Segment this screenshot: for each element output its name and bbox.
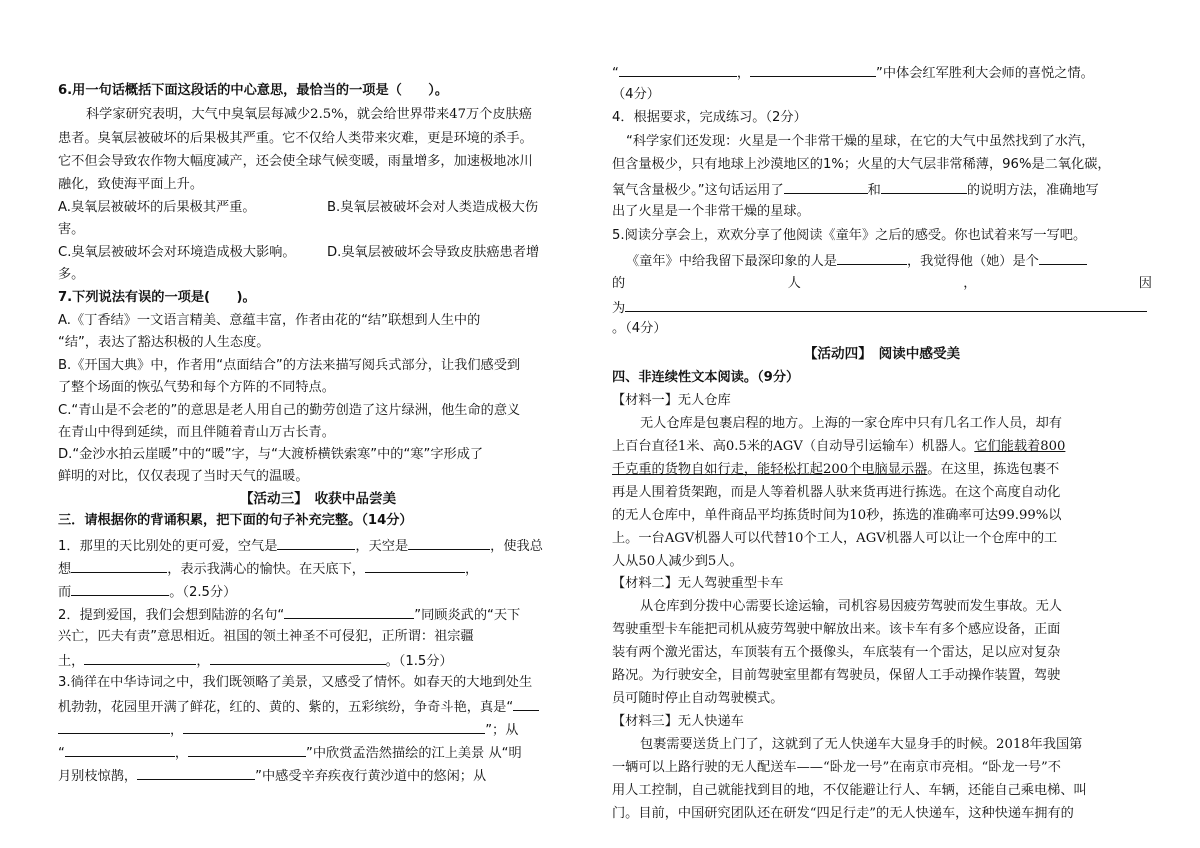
q7-title: 7.下列说法有误的一项是( )。	[58, 290, 256, 305]
q4-passage-line: “科学家们还发现：火星是一个非常干燥的星球，在它的大气中虽然找到了水汽，	[626, 134, 1095, 149]
blank[interactable]	[1039, 251, 1087, 265]
q7-option-d[interactable]: D.“金沙水拍云崖暖”中的“暖”字，与“大渡桥横铁索寒”中的“寒”字形成了	[58, 447, 484, 462]
recite-q1-line1: 1．那里的天比别处的更可爱，空气是 ，天空是 ，使我总	[58, 536, 543, 556]
blank[interactable]	[84, 651, 196, 665]
q6-option-a[interactable]: A.臭氧层被破坏的后果极其严重。	[58, 200, 256, 215]
q6-passage-line: 它不但会导致农作物大幅度减产，还会使全球气候变暖，雨量增多，加速极地冰川	[58, 154, 533, 169]
material1-line: 人从50人减少到5人。	[612, 554, 743, 569]
material1-line: 无人仓库是包裹启程的地方。上海的一家仓库中只有几名工作人员，却有	[640, 416, 1062, 431]
q6-option-c[interactable]: C.臭氧层被破坏会对环境造成极大影响。	[58, 245, 296, 260]
blank[interactable]	[71, 559, 167, 573]
activity3-heading: 【活动三】 收获中品尝美	[239, 491, 397, 507]
recite-q2-line1: 2．提到爱国，我们会想到陆游的名句“ ”同顾炎武的“天下	[58, 605, 520, 625]
blank[interactable]	[881, 180, 967, 194]
material2-line: 装有两个激光雷达，车顶装有五个摄像头，车底装有一个雷达，足以应对复杂	[612, 645, 1061, 660]
q6-title: 6.用一句话概括下面这段话的中心意思，最恰当的一项是（ ）。	[58, 83, 449, 98]
recite-q3-line4: “ ， ”中欣赏孟浩然描绘的江上美景 从“明	[58, 743, 522, 763]
q6-passage-line: 科学家研究表明，大气中臭氧层每减少2.5%，就会给世界带来47万个皮肤癌	[86, 107, 532, 122]
q5-line1: 《童年》中给我留下最深印象的人是 ，我觉得他（她）是个	[626, 251, 1087, 271]
material2-line: 从仓库到分拨中心需要长途运输，司机容易因疲劳驾驶而发生事故。无人	[640, 599, 1062, 614]
q5-line2: 的 人 ， 因	[612, 276, 1152, 291]
section3-title: 三．请根据你的背诵积累，把下面的句子补充完整。（14分）	[58, 513, 413, 528]
q7-option-a-cont: “结”，表达了豁达积极的人生态度。	[58, 335, 270, 350]
material2-line: 员可随时停止自动驾驶模式。	[612, 691, 784, 706]
blank[interactable]	[71, 582, 169, 596]
recite-q3-line1: 3.徜徉在中华诗词之中，我们既领略了美景，又感受了情怀。如春天的大地到处生	[58, 675, 533, 690]
material3-line: 门。目前，中国研究团队还在研发“四足行走”的无人快递车，这种快递车拥有的	[612, 806, 1074, 821]
q5-title: 5.阅读分享会上，欢欢分享了他阅读《童年》之后的感受。你也试着来写一写吧。	[612, 228, 1087, 243]
q5-score: 。（4分）	[612, 321, 667, 336]
blank[interactable]	[210, 651, 386, 665]
q6-option-b[interactable]: B.臭氧层被破坏会对人类造成极大伤	[327, 200, 539, 215]
recite-q2-line2: 兴亡，匹夫有责”意思相近。祖国的领土神圣不可侵犯，正所谓：祖宗疆	[58, 629, 474, 644]
q6-passage-line: 融化，致使海平面上升。	[58, 177, 204, 192]
blank[interactable]	[277, 536, 355, 550]
blank[interactable]	[65, 743, 175, 757]
q4-passage-line: 氧气含量极少。”这句话运用了 和 的说明方法，准确地写	[612, 180, 1099, 200]
material3-line: 用人工控制，自己就能找到目的地，不仅能避让行人、车辆，还能自己乘电梯、叫	[612, 783, 1087, 798]
q7-option-b-cont: 了整个场面的恢弘气势和每个方阵的不同特点。	[58, 380, 335, 395]
recite-q2-line3: 土， ， 。（1.5分）	[58, 651, 453, 671]
blank[interactable]	[408, 536, 490, 550]
q6-option-d-cont: 多。	[58, 267, 85, 282]
material1-line: 上。一台AGV机器人可以代替10个工人，AGV机器人可以让一个仓库中的工	[612, 531, 1058, 546]
q7-option-d-cont: 鲜明的对比，仅仅表现了当时天气的温暖。	[58, 469, 309, 484]
recite-q3-line5: 月别枝惊鹊， ”中感受辛弃疾夜行黄沙道中的悠闲；从	[58, 766, 486, 786]
material1-line: 的无人仓库中，单件商品平均拣货时间为10秒，拣选的准确率可达99.99%以	[612, 508, 1062, 523]
blank[interactable]	[365, 559, 465, 573]
q6-option-b-cont: 害。	[58, 222, 85, 237]
blank[interactable]	[619, 63, 737, 77]
material3-line: 一辆可以上路行驶的无人配送车——“卧龙一号”在南京市亮相。“卧龙一号”不	[612, 760, 1061, 775]
recite-q1-line3: 而 。（2.5分）	[58, 582, 236, 602]
blank[interactable]	[837, 251, 907, 265]
blank[interactable]	[188, 743, 306, 757]
blank[interactable]	[284, 605, 414, 619]
q7-option-a[interactable]: A.《丁香结》一文语言精美、意蕴丰富，作者由花的“结”联想到人生中的	[58, 313, 481, 328]
recite-q1-line2: 想 ，表示我满心的愉快。在天底下， ，	[58, 559, 478, 579]
q4-title: 4．根据要求，完成练习。（2分）	[612, 110, 807, 125]
q5-line3: 为	[612, 298, 1147, 318]
material1-title: 【材料一】无人仓库	[612, 393, 731, 408]
material2-line: 路况。为行驶安全，目前驾驶室里都有驾驶员，保留人工手动操作装置，驾驶	[612, 668, 1061, 683]
q4-passage-line: 出了火星是一个非常干燥的星球。	[612, 204, 810, 219]
q6-passage-line: 患者。臭氧层被破坏的后果极其严重。它不仅给人类带来灾难，更是环境的杀手。	[58, 131, 533, 146]
section4-title: 四、非连续性文本阅读。（9分）	[612, 370, 800, 385]
recite-q3-line3: ， ”；从	[58, 720, 518, 740]
material2-title: 【材料二】无人驾驶重型卡车	[612, 576, 784, 591]
blank[interactable]	[513, 697, 539, 711]
recite-q3-line2: 机勃勃，花园里开满了鲜花，红的、黄的、紫的，五彩缤纷，争奇斗艳，真是“	[58, 697, 539, 717]
q4-passage-line: 但含量极少，只有地球上沙漠地区的1%；火星的大气层非常稀薄，96%是二氧化碳，	[612, 157, 1111, 172]
blank[interactable]	[784, 180, 868, 194]
q7-option-c-cont: 在青山中得到延续，而且伴随着青山万古长青。	[58, 425, 335, 440]
activity4-heading: 【活动四】 阅读中感受美	[803, 346, 961, 362]
material1-line: 再是人围着货架跑，而是人等着机器人驮来货再进行拣选。在这个高度自动化	[612, 485, 1061, 500]
material1-line: 上百台直径1米、高0.5米的AGV（自动导引运输车）机器人。它们能载着800	[612, 439, 1066, 454]
material3-line: 包裹需要送货上门了，这就到了无人快递车大显身手的时候。2018年我国第	[640, 737, 1083, 752]
blank[interactable]	[58, 720, 170, 734]
material2-line: 驾驶重型卡车能把司机从疲劳驾驶中解放出来。该卡车有多个感应设备，正面	[612, 622, 1061, 637]
recite-q3-line6: “ ， ”中体会红军胜利大会师的喜悦之情。	[612, 63, 1094, 83]
material3-title: 【材料三】无人快递车	[612, 714, 744, 729]
q7-option-c[interactable]: C.“青山是不会老的”的意思是老人用自己的勤劳创造了这片绿洲，他生命的意义	[58, 403, 521, 418]
blank[interactable]	[625, 298, 1147, 312]
material1-line: 千克重的货物自如行走，能轻松扛起200个电脑显示器。在这里，拣选包裹不	[612, 462, 1060, 477]
blank[interactable]	[137, 766, 255, 780]
q6-option-d[interactable]: D.臭氧层被破坏会导致皮肤癌患者增	[327, 245, 540, 260]
blank[interactable]	[183, 720, 485, 734]
recite-q3-score: （4分）	[612, 87, 660, 102]
blank[interactable]	[750, 63, 876, 77]
q7-option-b[interactable]: B.《开国大典》中，作者用“点面结合”的方法来描写阅兵式部分，让我们感受到	[58, 358, 521, 373]
